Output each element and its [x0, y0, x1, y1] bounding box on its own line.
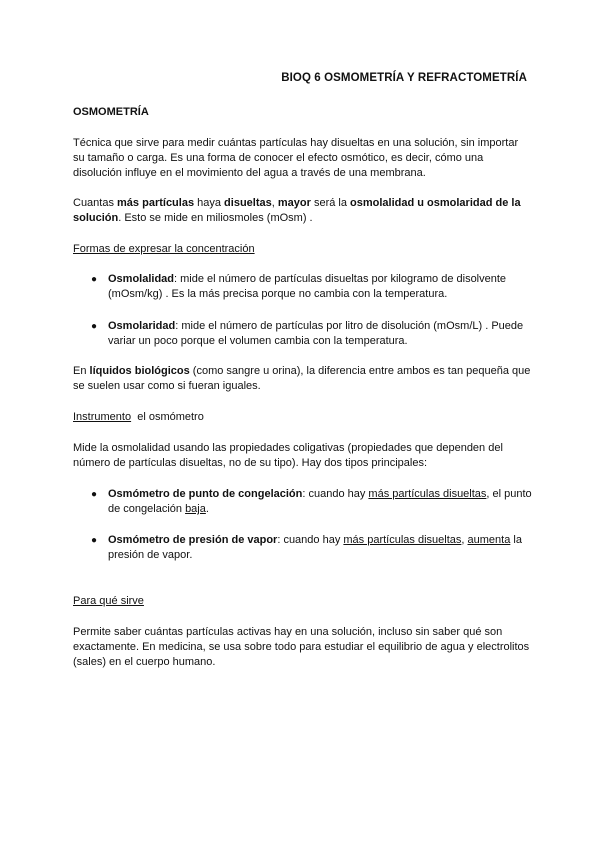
section-heading-osmometria: OSMOMETRÍA	[73, 106, 149, 118]
particles-paragraph: Cuantas más partículas haya disueltas, mayor será la osmolalidad u osmolaridad de la solución. Esto se mide en miliosmoles (mOsm) .	[73, 197, 521, 224]
uso-heading: Para qué sirve	[73, 595, 144, 607]
bullet-icon: ●	[91, 489, 98, 500]
formas-heading: Formas de expresar la concentración	[73, 243, 255, 255]
bullet-icon: ●	[91, 535, 98, 546]
uso-paragraph: Permite saber cuántas partículas activas hay en una solución, incluso sin saber qué son exactamente. En medicina, se usa sobre todo para estudiar el equilibrio de agua y electrolitos (sales) en el cuerpo humano.	[73, 626, 530, 668]
document-title: BIOQ 6 OSMOMETRÍA Y REFRACTOMETRÍA	[281, 72, 527, 84]
list-item-punto-congelacion: ● Osmómetro de punto de congelación: cuando hay más partículas disueltas, el punto de congelación baja.	[91, 488, 532, 515]
bullet-icon: ●	[91, 274, 98, 285]
list-item-osmolalidad: ● Osmolalidad: mide el número de partículas disueltas por kilogramo de disolvente (mOsm/kg) . Es la más precisa porque no cambia con la temperatura.	[91, 273, 507, 300]
bullet-icon: ●	[91, 321, 98, 332]
instrumento-heading: Instrumento el osmómetro	[73, 411, 204, 423]
instrumento-paragraph: Mide la osmolalidad usando las propiedades coligativas (propiedades que dependen del número de partículas disueltas, no de su tipo). Hay dos tipos principales:	[73, 442, 503, 469]
intro-paragraph: Técnica que sirve para medir cuántas partículas hay disueltas en una solución, sin importar su tamaño o carga. Es una forma de conocer el efecto osmótico, es decir, cómo una disolución influye en el movimiento del agua a través de una membrana.	[73, 137, 519, 179]
list-item-presion-vapor: ● Osmómetro de presión de vapor: cuando hay más partículas disueltas, aumenta la presión de vapor.	[91, 534, 522, 561]
biological-fluids-paragraph: En líquidos biológicos (como sangre u orina), la diferencia entre ambos es tan pequeña que se suelen usar como si fueran iguales.	[73, 365, 531, 392]
list-item-osmolaridad: ● Osmolaridad: mide el número de partículas por litro de disolución (mOsm/L) . Puede variar un poco porque el volumen cambia con la temperatura.	[91, 320, 524, 347]
